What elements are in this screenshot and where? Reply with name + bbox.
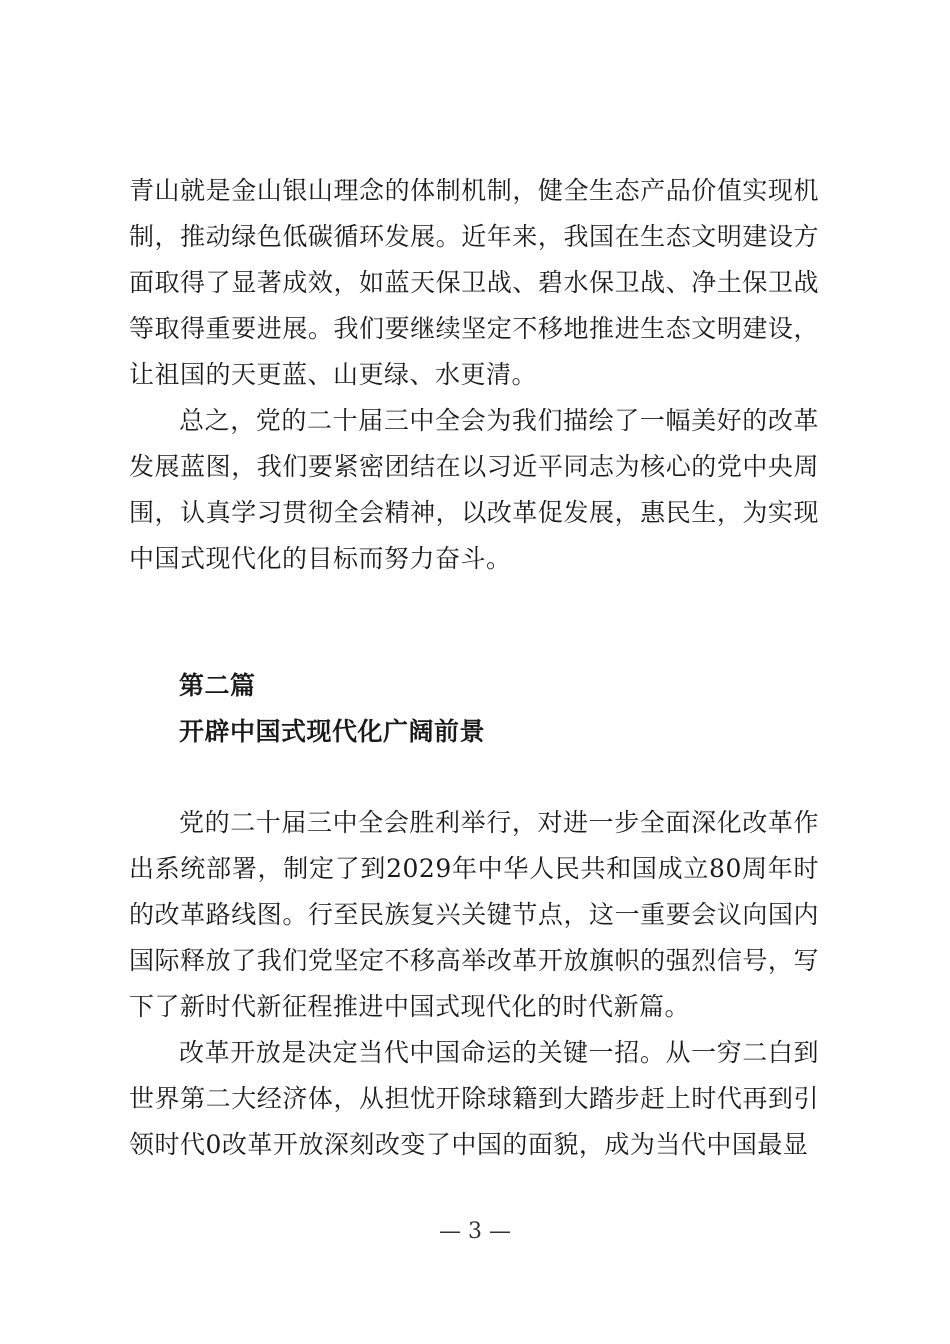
paragraph-conclusion: 总之，党的二十届三中全会为我们描绘了一幅美好的改革发展蓝图，我们要紧密团结在以习近平同志为核心的党中央周围，认真学习贯彻全会精神，以改革促发展，惠民生，为实现中国式现代化的目标而努力奋斗。 [129,406,819,573]
paragraph-reform: 改革开放是决定当代中国命运的关键一招。从一穷二白到世界第二大经济体，从担忧开除球籍到大踏步赶上时代再到引领时代0改革开放深刻改变了中国的面貌，成为当代中国最显 [129,1038,819,1159]
section-title: 开辟中国式现代化广阔前景 [179,717,486,746]
paragraph-intro: 党的二十届三中全会胜利举行，对进一步全面深化改革作出系统部署，制定了到2029年中华人民共和国成立80周年时的改革路线图。行至民族复兴关键节点，这一重要会议向国内国际释放了我们党坚定不移高举改革开放旗帜的强烈信号，写下了新时代新征程推进中国式现代化的时代新篇。 [129,808,819,1021]
paragraph-continuation: 青山就是金山银山理念的体制机制，健全生态产品价值实现机制，推动绿色低碳循环发展。近年来，我国在生态文明建设方面取得了显著成效，如蓝天保卫战、碧水保卫战、净土保卫战等取得重要进展。我们要继续坚定不移地推进生态文明建设，让祖国的天更蓝、山更绿、水更清。 [129,176,819,389]
page-number: — 3 — [439,1219,511,1244]
section-label: 第二篇 [179,671,256,700]
